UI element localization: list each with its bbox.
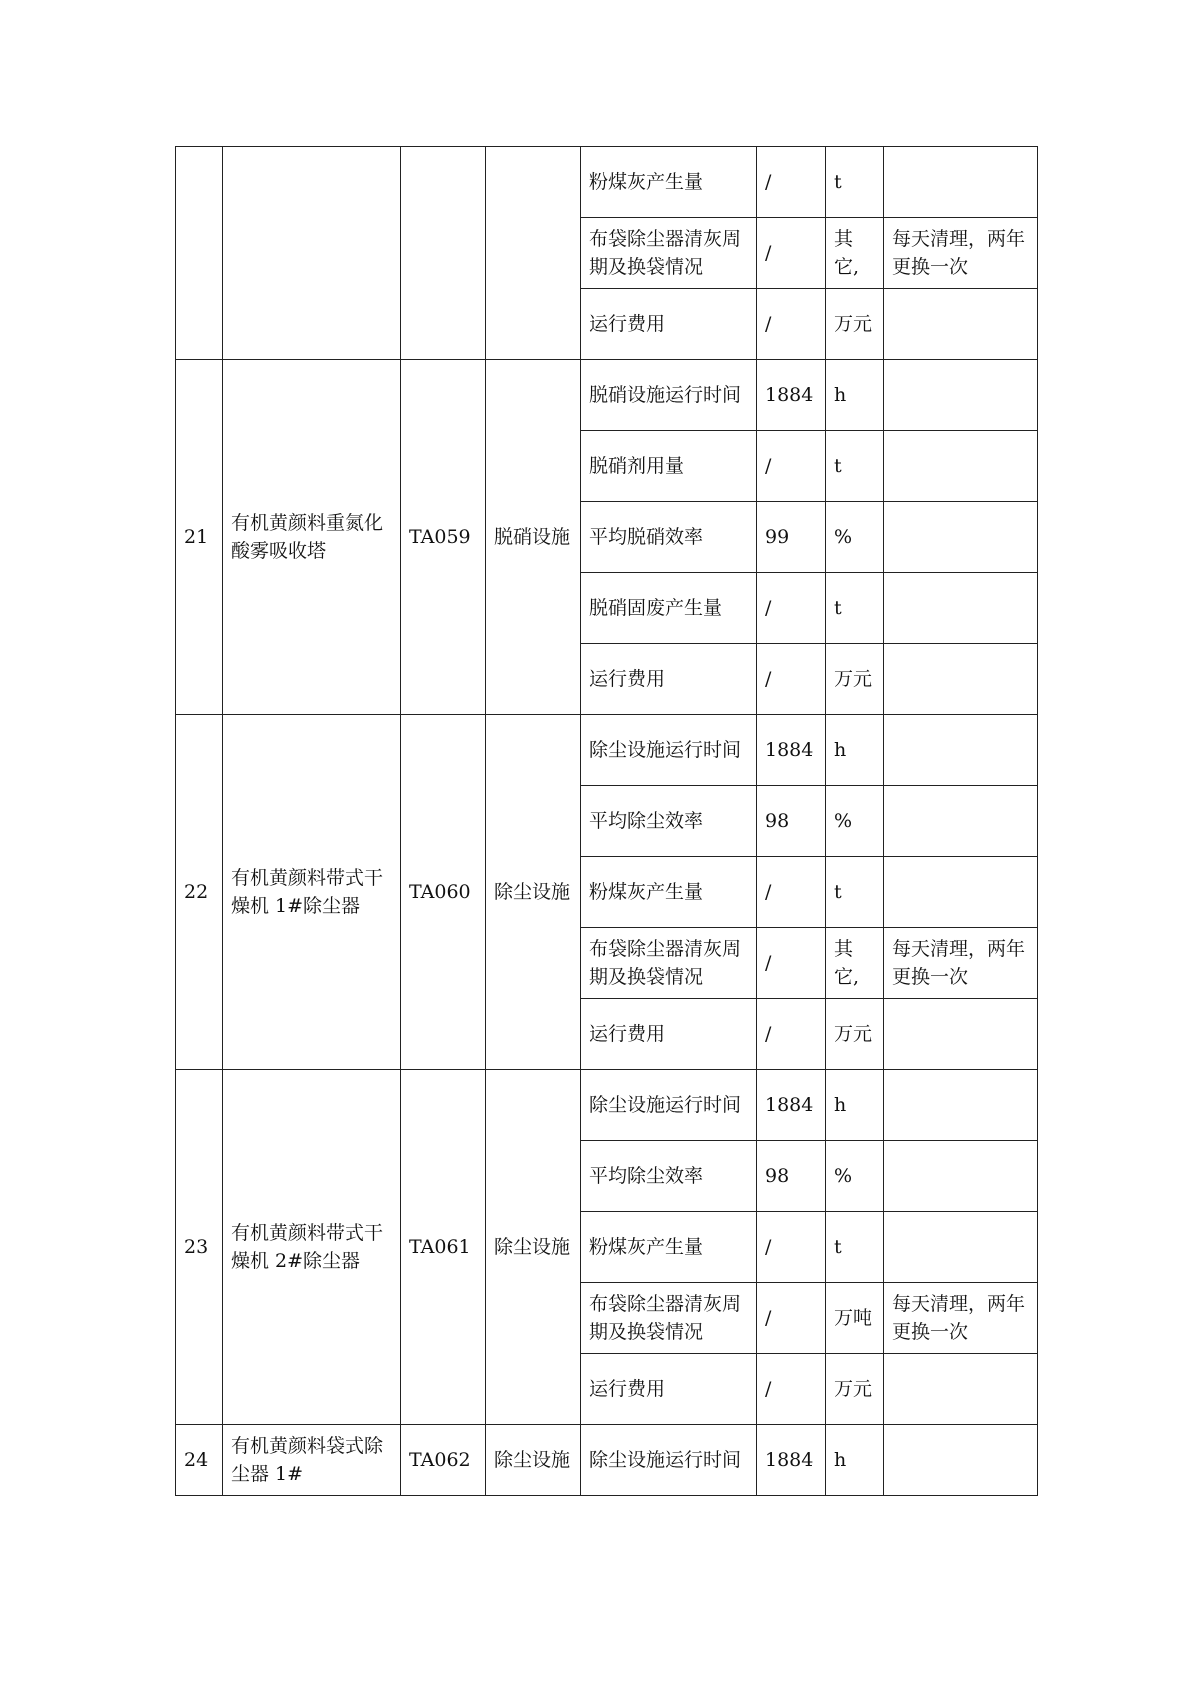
parameter-unit-cell: t [826, 431, 884, 502]
facility-code-cell [401, 147, 486, 360]
parameter-value-cell: 99 [757, 502, 826, 573]
parameter-unit-cell: 其它, [826, 218, 884, 289]
row-seq-cell: 23 [176, 1070, 223, 1425]
parameter-value-cell: / [757, 431, 826, 502]
remark-cell: 每天清理，两年更换一次 [884, 218, 1038, 289]
remark-cell [884, 431, 1038, 502]
remark-cell [884, 715, 1038, 786]
parameter-unit-cell: % [826, 502, 884, 573]
parameter-unit-cell: h [826, 1425, 884, 1496]
table-row [176, 1070, 1038, 1141]
parameter-item-cell: 粉煤灰产生量 [581, 1212, 757, 1283]
parameter-unit-cell: 万元 [826, 1354, 884, 1425]
parameter-item-cell: 除尘设施运行时间 [581, 1425, 757, 1496]
table-row [176, 715, 1038, 786]
facility-type-cell: 除尘设施 [486, 715, 581, 1070]
table-row [176, 147, 1038, 218]
facility-code-cell: TA062 [401, 1425, 486, 1496]
remark-cell [884, 786, 1038, 857]
facility-operation-table [175, 146, 1038, 1496]
parameter-value-cell: 98 [757, 1141, 826, 1212]
facility-name-cell: 有机黄颜料袋式除尘器 1# [223, 1425, 401, 1496]
parameter-value-cell: 1884 [757, 715, 826, 786]
remark-cell: 每天清理，两年更换一次 [884, 928, 1038, 999]
remark-cell: 每天清理，两年更换一次 [884, 1283, 1038, 1354]
remark-cell [884, 644, 1038, 715]
parameter-value-cell: / [757, 1283, 826, 1354]
table-row [176, 360, 1038, 431]
row-seq-cell: 21 [176, 360, 223, 715]
remark-cell [884, 289, 1038, 360]
remark-cell [884, 1070, 1038, 1141]
remark-cell [884, 502, 1038, 573]
parameter-item-cell: 运行费用 [581, 644, 757, 715]
facility-type-cell: 除尘设施 [486, 1425, 581, 1496]
parameter-item-cell: 平均除尘效率 [581, 786, 757, 857]
facility-type-cell [486, 147, 581, 360]
parameter-item-cell: 除尘设施运行时间 [581, 1070, 757, 1141]
table-row [176, 1425, 1038, 1496]
facility-name-cell: 有机黄颜料带式干燥机 2#除尘器 [223, 1070, 401, 1425]
remark-cell [884, 360, 1038, 431]
facility-name-cell: 有机黄颜料重氮化酸雾吸收塔 [223, 360, 401, 715]
parameter-unit-cell: 万元 [826, 999, 884, 1070]
parameter-unit-cell: 其它, [826, 928, 884, 999]
parameter-unit-cell: 万吨 [826, 1283, 884, 1354]
parameter-value-cell: 1884 [757, 1425, 826, 1496]
facility-type-cell: 除尘设施 [486, 1070, 581, 1425]
parameter-item-cell: 脱硝固废产生量 [581, 573, 757, 644]
facility-code-cell: TA059 [401, 360, 486, 715]
parameter-value-cell: / [757, 928, 826, 999]
parameter-item-cell: 布袋除尘器清灰周期及换袋情况 [581, 1283, 757, 1354]
parameter-value-cell: 1884 [757, 360, 826, 431]
facility-code-cell: TA061 [401, 1070, 486, 1425]
parameter-item-cell: 平均除尘效率 [581, 1141, 757, 1212]
parameter-value-cell: / [757, 573, 826, 644]
remark-cell [884, 147, 1038, 218]
parameter-unit-cell: h [826, 360, 884, 431]
parameter-item-cell: 粉煤灰产生量 [581, 857, 757, 928]
parameter-item-cell: 运行费用 [581, 999, 757, 1070]
parameter-value-cell: / [757, 147, 826, 218]
parameter-item-cell: 布袋除尘器清灰周期及换袋情况 [581, 928, 757, 999]
facility-name-cell: 有机黄颜料带式干燥机 1#除尘器 [223, 715, 401, 1070]
parameter-value-cell: / [757, 1212, 826, 1283]
parameter-value-cell: / [757, 289, 826, 360]
remark-cell [884, 1141, 1038, 1212]
parameter-unit-cell: t [826, 147, 884, 218]
parameter-item-cell: 脱硝剂用量 [581, 431, 757, 502]
remark-cell [884, 1425, 1038, 1496]
row-seq-cell: 24 [176, 1425, 223, 1496]
remark-cell [884, 1212, 1038, 1283]
parameter-item-cell: 布袋除尘器清灰周期及换袋情况 [581, 218, 757, 289]
facility-type-cell: 脱硝设施 [486, 360, 581, 715]
facility-name-cell [223, 147, 401, 360]
parameter-unit-cell: 万元 [826, 644, 884, 715]
table-body [176, 147, 1038, 1496]
parameter-item-cell: 平均脱硝效率 [581, 502, 757, 573]
parameter-item-cell: 运行费用 [581, 1354, 757, 1425]
parameter-value-cell: 98 [757, 786, 826, 857]
facility-code-cell: TA060 [401, 715, 486, 1070]
row-seq-cell: 22 [176, 715, 223, 1070]
remark-cell [884, 857, 1038, 928]
parameter-unit-cell: h [826, 1070, 884, 1141]
remark-cell [884, 999, 1038, 1070]
parameter-value-cell: / [757, 999, 826, 1070]
parameter-item-cell: 脱硝设施运行时间 [581, 360, 757, 431]
remark-cell [884, 1354, 1038, 1425]
parameter-unit-cell: 万元 [826, 289, 884, 360]
parameter-unit-cell: % [826, 786, 884, 857]
parameter-value-cell: / [757, 218, 826, 289]
parameter-item-cell: 粉煤灰产生量 [581, 147, 757, 218]
parameter-unit-cell: h [826, 715, 884, 786]
parameter-unit-cell: t [826, 857, 884, 928]
parameter-value-cell: / [757, 644, 826, 715]
parameter-item-cell: 运行费用 [581, 289, 757, 360]
parameter-value-cell: / [757, 857, 826, 928]
remark-cell [884, 573, 1038, 644]
parameter-unit-cell: t [826, 573, 884, 644]
row-seq-cell [176, 147, 223, 360]
parameter-value-cell: 1884 [757, 1070, 826, 1141]
parameter-unit-cell: % [826, 1141, 884, 1212]
parameter-value-cell: / [757, 1354, 826, 1425]
parameter-item-cell: 除尘设施运行时间 [581, 715, 757, 786]
parameter-unit-cell: t [826, 1212, 884, 1283]
